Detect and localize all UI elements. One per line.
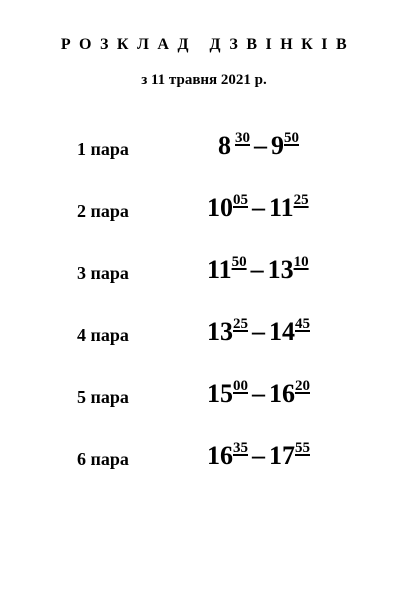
pair-label: 1 пара [77, 139, 129, 159]
time-range [218, 126, 299, 170]
end-hour: 11 [269, 193, 294, 222]
end-minutes: 20 [295, 378, 310, 394]
dash: – [252, 317, 265, 346]
start-hour: 10 [207, 193, 233, 222]
start-hour: 16 [207, 441, 233, 470]
end-minutes: 50 [284, 130, 299, 146]
pair-label: 2 пара [77, 201, 129, 221]
start-minutes: 00 [233, 378, 248, 394]
start-minutes: 30 [235, 130, 250, 146]
start-minutes: 05 [233, 192, 248, 208]
dash: – [250, 255, 264, 284]
dash: – [252, 441, 265, 470]
schedule-row [0, 188, 408, 250]
start-hour: 11 [207, 255, 232, 284]
start-minutes: 50 [231, 254, 247, 270]
schedule-row [0, 250, 408, 312]
end-hour: 9 [271, 131, 284, 160]
time-range [207, 436, 310, 480]
time-range [207, 250, 309, 294]
start-hour: 15 [207, 379, 233, 408]
schedule-row [0, 312, 408, 374]
time-range [207, 374, 310, 418]
page-title: РОЗКЛАД ДЗВІНКІВ [60, 36, 356, 53]
pair-label: 4 пара [77, 325, 129, 345]
end-hour: 14 [269, 317, 295, 346]
start-hour: 13 [207, 317, 233, 346]
effective-date: з 11 травня 2021 р. [141, 72, 267, 88]
schedule-row [0, 126, 408, 188]
end-minutes: 55 [295, 440, 310, 456]
schedule-table [0, 126, 408, 498]
pair-label: 5 пара [77, 387, 129, 407]
end-hour: 16 [269, 379, 295, 408]
end-minutes: 10 [293, 254, 309, 270]
end-hour: 13 [267, 255, 294, 284]
end-hour: 17 [269, 441, 295, 470]
start-minutes: 35 [233, 440, 248, 456]
dash: – [254, 131, 267, 160]
end-minutes: 45 [295, 316, 310, 332]
pair-label: 3 пара [77, 263, 129, 283]
end-minutes: 25 [293, 192, 309, 208]
time-range [207, 188, 309, 232]
start-minutes: 25 [233, 316, 248, 332]
time-range [207, 312, 310, 356]
dash: – [252, 379, 265, 408]
schedule-row [0, 374, 408, 436]
start-hour: 8 [218, 131, 231, 160]
pair-label: 6 пара [77, 449, 129, 469]
schedule-row [0, 436, 408, 498]
dash: – [252, 193, 265, 222]
